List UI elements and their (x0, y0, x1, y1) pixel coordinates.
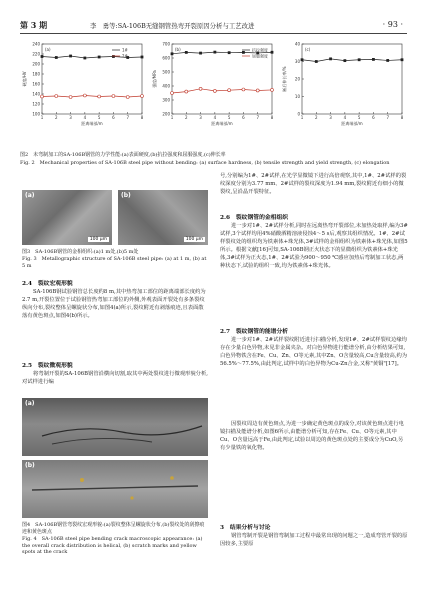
data-point (69, 55, 72, 58)
page-number: · 93 · (382, 20, 403, 29)
y-axis-label: 强度/MPa (152, 70, 157, 88)
y-tick-label: 10 (294, 93, 300, 99)
x-axis-label: 距离端部/m (81, 121, 103, 126)
x-tick-label: 3 (199, 115, 202, 120)
data-point (83, 57, 86, 60)
right-paragraph-1: 号,分别编为1#、2#试样,在光学显微镜下进行高倍观察,其中,1#、2#试样的裂纹深度分别为3.77 mm、2#试样的裂纹深度为1.94 mm,裂纹附近有细小的微裂纹,呈沿晶开裂特征。 (220, 173, 407, 195)
data-point (199, 52, 202, 55)
y-tick-label: 120 (32, 101, 40, 107)
x-tick-label: 8 (400, 115, 404, 120)
chart-a (21, 41, 144, 126)
scale-bar: 100 μm (89, 237, 107, 242)
plot-frame (302, 44, 402, 114)
data-point (372, 58, 375, 61)
data-point (213, 51, 216, 54)
x-tick-label: 7 (126, 115, 129, 120)
x-tick-label: 6 (372, 115, 375, 120)
scratch-marks (22, 460, 208, 518)
x-tick-label: 2 (185, 115, 188, 120)
y-tick-label: 20 (294, 76, 300, 82)
x-axis-label: 距离端部/m (211, 121, 233, 126)
data-point (185, 51, 188, 54)
y-tick-label: 220 (32, 51, 40, 57)
data-point (358, 58, 361, 61)
data-point (228, 89, 231, 92)
x-tick-label: 5 (227, 115, 231, 120)
header-rule (20, 33, 407, 34)
x-tick-label: 3 (329, 115, 332, 120)
panel-label-a: (a) (25, 192, 35, 199)
x-tick-label: 8 (270, 115, 274, 120)
data-point (69, 96, 72, 99)
chart-b (151, 41, 274, 126)
x-tick-label: 8 (140, 115, 144, 120)
x-tick-label: 4 (343, 115, 347, 120)
y-tick-label: 200 (32, 61, 40, 67)
y-tick-label: 30 (294, 58, 300, 64)
data-point (213, 89, 216, 92)
data-point (171, 92, 174, 95)
data-point (185, 90, 188, 93)
section-2-4-text: SA-106B钢试验钢管总长度约8 m,其中热弯加工部位的距离端部长度约为2.7 m,开裂位置位于试验钢管热弯加工部位的外侧,外观表面开裂处有多条裂纹纵向分布,裂纹整体呈螺旋状分布,如图4(a)所示,裂纹附近有剥落痕迹,且表面散落有黄色斑点,如图4(b)所示。 (22, 289, 206, 319)
data-point (315, 60, 318, 63)
y-tick-label: 0 (297, 111, 300, 117)
x-tick-label: 4 (213, 115, 217, 120)
panel-label-b: (b) (121, 192, 131, 199)
x-tick-label: 7 (256, 115, 259, 120)
y-tick-label: 240 (32, 41, 40, 47)
scale-bar: 100 μm (185, 237, 203, 242)
figure-4-caption-en: Fig. 4 SA-106B steel pipe bending crack macroscopic appearance: (a) the overall crack distribution is helical, (b) scratch marks and yellow spots at the crack (22, 536, 203, 556)
right-paragraph-4: 因裂纹周边有黄色斑点,为进一步确定黄色斑点的成分,对该黄色斑点进行电镜扫描及能谱分析,如图6所示,由能谱分析可知,存在Fe、Cu、O等元素,其中Cu、O含量远高于Fe,由此判定,试验以周边的黄色斑点处的主要成分为CuO,另有少量铁的氧化物。 (220, 421, 404, 451)
x-tick-label: 1 (300, 115, 304, 120)
data-point (83, 94, 86, 97)
data-point (41, 95, 44, 98)
figure-2-caption-cn: 图2 未弯制加工的SA-106B钢管的力学性能:(a)表面硬度,(b)抗拉强度和屈服强度,(c)伸长率 (20, 152, 226, 158)
x-tick-label: 6 (112, 115, 115, 120)
x-tick-label: 6 (242, 115, 245, 120)
x-tick-label: 1 (40, 115, 44, 120)
data-point (401, 58, 404, 61)
x-axis-label: 距离端部/m (341, 121, 363, 126)
section-3-title: 3 结果分析与讨论 (220, 525, 271, 531)
data-point (141, 56, 144, 59)
y-tick-label: 140 (32, 91, 40, 97)
data-point (256, 89, 259, 92)
section-2-6-text: 进一步对1#、2#试样分析,同时在远离热弯开裂部位,未加热处取样,编为3#试样,3个试样均用4%硝酸酒精溶液侵蚀4～5 s后,观察其组织情况。1#、2#试样裂纹处的组织均为铁素体+珠光体,3#试样的金相组织为铁素体+珠光体,如图5所示。根据文献[16]可知,SA-106B钢正火状态下的显微组织为铁素体+珠光体,3#试样为正火态,1#、2#试验为900～950 ℃感应加热后弯制加工状态,两种状态下,试验的组织一致,均为铁素体+珠光体。 (220, 223, 408, 269)
legend-label: 屈服强度 (252, 53, 268, 59)
section-2-4-title: 2.4 裂纹宏观形貌 (22, 281, 73, 287)
data-point (55, 95, 58, 98)
y-tick-label: 40 (294, 41, 300, 47)
micrograph-5m (118, 190, 208, 245)
section-3-text: 钢管弯制开裂是钢管弯制加工过程中最常出现的问题之一,造成弯管开裂的原因较多,主要原 (220, 533, 408, 547)
data-point (343, 59, 346, 62)
x-tick-label: 2 (315, 115, 318, 120)
y-tick-label: 180 (32, 71, 40, 77)
x-tick-label: 2 (55, 115, 58, 120)
data-point (98, 95, 101, 98)
panel-label: (c) (305, 47, 311, 52)
data-point (386, 59, 389, 62)
y-tick-label: 200 (162, 111, 170, 117)
x-tick-label: 3 (69, 115, 72, 120)
y-axis-label: 硬度/HV (22, 71, 27, 87)
data-point (271, 51, 274, 54)
x-tick-label: 7 (386, 115, 389, 120)
legend-label: 2# (122, 53, 128, 59)
section-2-7-title: 2.7 裂纹钢管的能谱分析 (220, 329, 289, 335)
panel-label-b: (b) (25, 462, 35, 469)
y-tick-label: 100 (32, 111, 40, 117)
data-point (98, 56, 101, 59)
y-tick-label: 600 (162, 55, 170, 61)
figure-2-charts (20, 38, 410, 148)
data-point (112, 95, 115, 98)
section-2-5-text: 将弯制开裂的SA-106B钢管沿横向切割,取其中两处裂纹进行微观形貌分析,对试样进行编 (22, 371, 208, 385)
figure-3-caption-en: Fig. 3 Metallographic structure of SA-106B steel pipe: (a) at 1 m, (b) at 5 m (22, 256, 207, 269)
x-tick-label: 1 (170, 115, 174, 120)
panel-label: (a) (45, 47, 51, 52)
data-point (55, 56, 58, 59)
panel-label-a: (a) (25, 400, 35, 407)
y-tick-label: 400 (162, 83, 170, 89)
x-tick-label: 5 (97, 115, 101, 120)
running-title: 李 勇等:SA-106B无缝钢管热弯开裂原因分析与工艺改进 (90, 22, 255, 30)
data-point (171, 52, 174, 55)
data-point (112, 55, 115, 58)
section-2-7-text: 进一步对1#、2#试样裂纹附近进行扫描分析,发现1#、2#试样裂纹边缘均存在少量白色异物,未见非金属夹杂。对白色异物进行能谱分析,由分析结果可知,白色异物铁含在Fe、Cu、Zn、O等元素,其中Zn、O含量较高,Cu含量较高,约为56.5%～77.5%,由此判定,试样中的白色异物为Cu-Zn合金,又称"黄铜"[17]。 (220, 337, 408, 367)
figure-2-caption-en: Fig. 2 Mechanical properties of SA-106B steel pipe without bending: (a) surface hardness, (b) tensile strength and yield strength, (c) elongation (20, 160, 390, 166)
data-point (199, 87, 202, 90)
data-point (242, 51, 245, 54)
y-axis-label: 断后伸长率/% (282, 66, 287, 92)
y-tick-label: 300 (162, 97, 170, 103)
data-point (271, 88, 274, 91)
figure-3-caption-cn: 图3 SA-106B钢管的金相组织:(a)1 m处,(b)5 m处 (22, 249, 139, 255)
crack-lines (22, 398, 208, 456)
panel-label: (b) (175, 47, 181, 52)
chart-c (281, 41, 404, 126)
data-point (141, 95, 144, 98)
section-2-6-title: 2.6 裂纹钢管的金相组织 (220, 215, 289, 221)
y-tick-label: 160 (32, 81, 40, 87)
data-point (329, 57, 332, 60)
data-point (126, 96, 129, 99)
crack-detail-photo (22, 460, 208, 518)
micrograph-1m (22, 190, 112, 245)
figure-4-caption-cn: 图4 SA-106B钢管弯裂纹宏观形貌:(a)裂纹整体呈螺旋状分布,(b)裂纹处的刮擦痕迹和黄色斑点 (22, 522, 205, 535)
y-tick-label: 700 (162, 41, 170, 47)
legend-label: 抗拉强度 (252, 47, 268, 53)
data-point (301, 58, 304, 61)
y-tick-label: 500 (162, 69, 170, 75)
crack-overall-photo (22, 398, 208, 456)
section-2-5-title: 2.5 裂纹微观形貌 (22, 363, 73, 369)
data-point (228, 51, 231, 54)
data-point (242, 88, 245, 91)
issue-number: 第 3 期 (20, 20, 48, 30)
legend-label: 1# (122, 47, 128, 53)
x-tick-label: 5 (357, 115, 361, 120)
data-point (41, 55, 44, 58)
x-tick-label: 4 (83, 115, 87, 120)
